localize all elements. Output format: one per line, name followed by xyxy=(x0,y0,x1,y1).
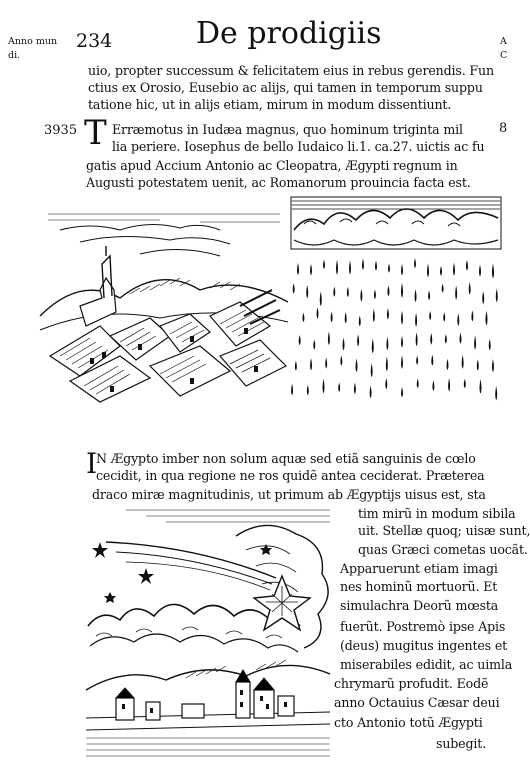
rain-drop xyxy=(474,335,476,349)
text-line: lia periere. Iosephus de bello Iudaico li.1. ca.27. uictis ac fu xyxy=(112,139,485,154)
text-line: (deus) mugitus ingentes et xyxy=(340,638,508,653)
rain-drop xyxy=(415,289,417,302)
rain-drop xyxy=(333,286,335,296)
drop-cap-i: I xyxy=(86,447,97,480)
comets-woodcut xyxy=(86,506,330,758)
rain-drop xyxy=(480,379,482,393)
rain-drop xyxy=(375,261,377,271)
text-line: anno Octauius Cæsar deui xyxy=(334,695,500,710)
text-line: fuerũt. Postremò ipse Apis xyxy=(340,619,506,634)
rain-drop xyxy=(417,379,419,388)
text-line: Apparuerunt etiam imagi xyxy=(340,561,498,576)
rain-drop xyxy=(401,311,403,325)
rain-drop xyxy=(485,311,487,326)
rain-drop xyxy=(431,355,433,366)
rain-drop xyxy=(386,357,388,372)
rain-drop xyxy=(299,335,301,345)
rain-drop xyxy=(328,332,330,346)
rain-drop xyxy=(469,282,471,295)
rain-drop xyxy=(306,285,308,299)
rain-drop xyxy=(429,311,431,320)
rain-drop xyxy=(462,355,464,369)
text-line: tim mirũ in modum sibila xyxy=(358,506,516,521)
rain-drop xyxy=(295,361,297,371)
rain-drop xyxy=(371,363,373,377)
rain-drop xyxy=(310,358,312,370)
rain-drop xyxy=(343,338,345,351)
rain-drop xyxy=(479,265,481,277)
rain-drop xyxy=(297,263,299,275)
rain-drop xyxy=(370,385,372,398)
drop-cap-t: T xyxy=(84,113,107,153)
rain-drop xyxy=(482,291,484,304)
rain-drop xyxy=(443,312,445,322)
rain-drop xyxy=(336,260,338,275)
rain-drop xyxy=(442,284,444,293)
rain-drop xyxy=(457,313,459,326)
margin-right-note: 8 xyxy=(499,121,508,136)
rain-drop xyxy=(360,289,362,302)
rain-drop xyxy=(340,355,342,365)
rain-drop xyxy=(386,337,388,350)
rain-drop xyxy=(338,383,340,393)
rain-drop xyxy=(455,285,457,300)
rain-drop xyxy=(347,287,349,297)
rain-drop xyxy=(477,359,479,371)
margin-year: 3935 xyxy=(44,123,78,138)
page-number: 234 xyxy=(76,30,113,52)
rain-drop xyxy=(354,383,356,395)
rain-drop xyxy=(495,386,497,400)
rain-drop xyxy=(387,308,389,319)
text-line: draco miræ magnitudinis, ut primum ab Ægyptijs uisus est, sta xyxy=(92,487,486,502)
earthquake-woodcut xyxy=(40,206,288,406)
blood-rain-woodcut xyxy=(290,196,502,406)
rain-drop xyxy=(415,313,417,327)
rain-drop xyxy=(349,260,351,274)
rain-drop xyxy=(414,258,416,268)
rain-drop xyxy=(453,263,455,276)
rain-drop xyxy=(345,312,347,323)
margin-label-right: A xyxy=(500,36,507,47)
rain-drop xyxy=(356,358,358,372)
rain-drop xyxy=(310,264,312,275)
margin-label-mundi: di. xyxy=(8,50,21,61)
rain-drop xyxy=(359,316,361,327)
rain-drop xyxy=(387,285,389,296)
text-line: simulachra Deorũ mœsta xyxy=(340,598,499,613)
rain-drop xyxy=(320,291,322,306)
rain-drop xyxy=(388,264,390,273)
rain-drop xyxy=(492,359,494,372)
rain-drop xyxy=(317,307,319,319)
rain-drop xyxy=(325,358,327,369)
rain-drop xyxy=(464,379,466,388)
text-line: Augusti potestatem uenit, ac Romanorum prouincia facta est. xyxy=(86,175,471,190)
text-line: gatis apud Accium Antonio ac Cleopatra, Ægypti regnum in xyxy=(86,158,458,173)
rain-drop xyxy=(446,359,448,370)
text-line: nes hominũ mortuorũ. Et xyxy=(340,579,498,594)
text-line: uit. Stellæ quoq; uisæ sunt, xyxy=(358,523,530,538)
rain-drop xyxy=(313,340,315,350)
text-line: subegit. xyxy=(436,736,487,751)
text-line: uio, propter successum & felicitatem eius in rebus gerendis. Fun xyxy=(88,63,494,78)
rain-drop xyxy=(373,309,375,323)
rain-drop xyxy=(496,288,498,302)
rain-drop xyxy=(401,355,403,369)
rain-drop xyxy=(401,336,403,348)
margin-label-anno: Anno mun xyxy=(8,36,58,47)
text-line: Erræmotus in Iudæa magnus, quo hominum triginta mil xyxy=(112,122,463,137)
rain-drop xyxy=(466,260,468,271)
rain-drop xyxy=(323,260,325,269)
text-line: N Ægypto imber non solum aquæ sed etiã sanguinis de cœlo xyxy=(96,451,476,466)
rain-drop xyxy=(430,333,432,345)
rain-drop xyxy=(428,290,430,300)
page-title: De prodigiis xyxy=(196,16,382,51)
margin-label-right-2: C xyxy=(500,50,508,61)
rain-drop xyxy=(291,384,293,396)
rain-drop xyxy=(427,263,429,277)
rain-drop xyxy=(331,311,333,322)
text-line: cecidit, in qua regione ne ros quidẽ antea ceciderat. Præterea xyxy=(96,468,485,483)
rain-drop xyxy=(489,339,491,350)
text-line: miserabiles edidit, ac uimla xyxy=(340,657,513,672)
rain-drop xyxy=(401,387,403,398)
rain-drop xyxy=(302,313,304,322)
rain-drop xyxy=(416,356,418,365)
rain-drop xyxy=(372,339,374,354)
rain-drop xyxy=(374,289,376,299)
text-line: quas Græci cometas uocãt. xyxy=(358,542,528,557)
rain-drop xyxy=(362,258,364,269)
rain-drop xyxy=(293,283,295,293)
rain-drop xyxy=(385,378,387,389)
rain-drop xyxy=(401,264,403,276)
rain-drop xyxy=(445,334,447,344)
rain-drop xyxy=(459,333,461,344)
rain-drop xyxy=(448,378,450,392)
text-line: cto Antonio totũ Ægypti xyxy=(334,715,483,730)
rain-drop xyxy=(307,385,309,396)
text-line: tatione hic, ut in alijs etiam, mirum in modum dissentiunt. xyxy=(88,97,452,112)
rain-drop xyxy=(401,283,403,298)
rain-drop xyxy=(357,334,359,346)
text-line: chrymarũ profudit. Eodẽ xyxy=(334,676,489,691)
rain-drop xyxy=(471,310,473,321)
rain-drop xyxy=(440,266,442,276)
rain-drop xyxy=(492,263,494,278)
text-line: ctius ex Orosio, Eusebio ac alijs, qui tamen in temporum suppu xyxy=(88,80,483,95)
rain-drop xyxy=(416,332,418,346)
rain-drop xyxy=(323,379,325,394)
rain-drop xyxy=(432,380,434,391)
